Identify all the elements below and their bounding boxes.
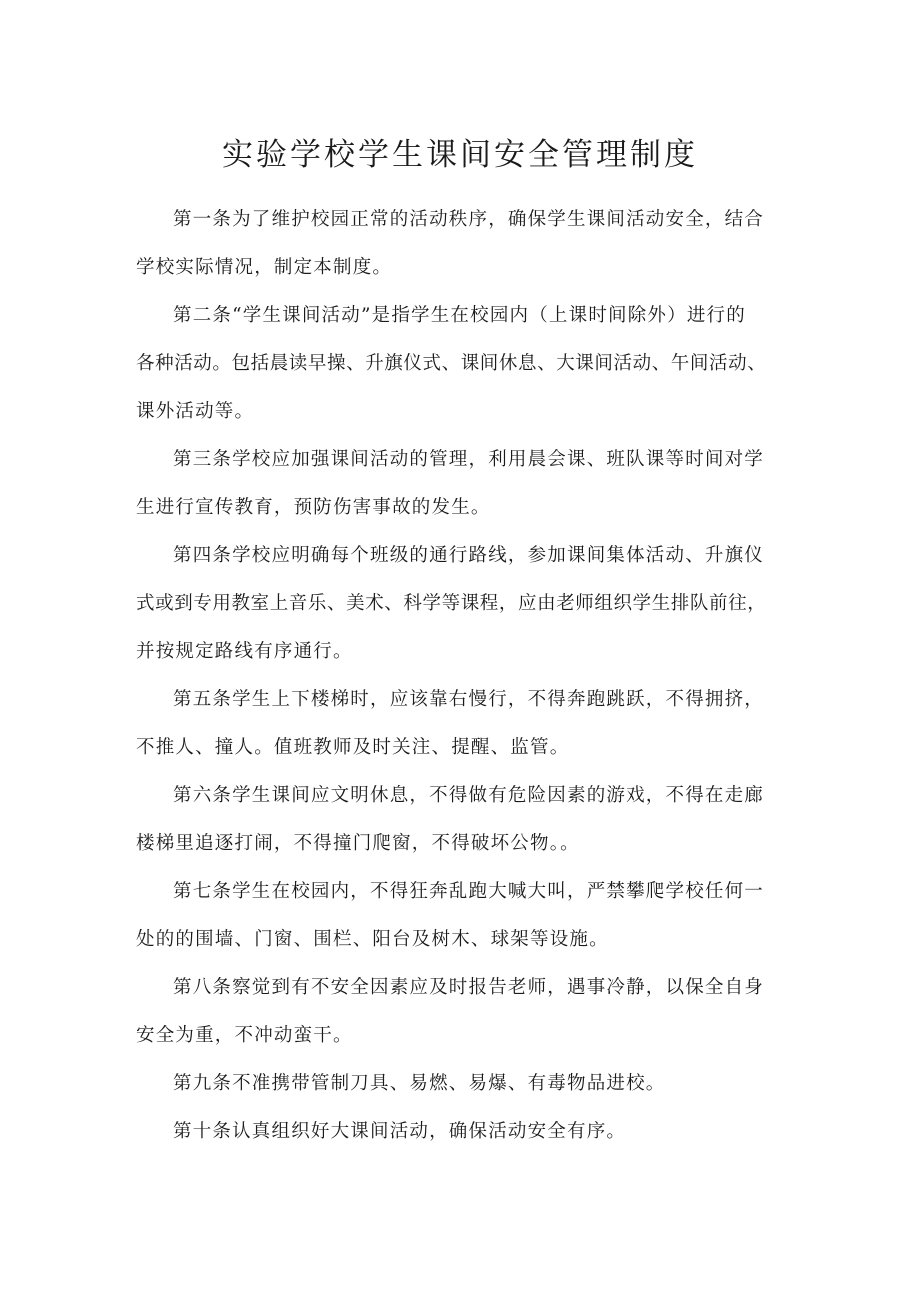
article-line: 第八条察觉到有不安全因素应及时报告老师，遇事冷静，以保全自身 xyxy=(173,977,765,998)
article-2 xyxy=(136,292,796,436)
article-line: 不推人、撞人。值班教师及时关注、提醒、监管。 xyxy=(136,737,570,758)
article-line: 处的的围墙、门窗、围栏、阳台及树木、球架等设施。 xyxy=(136,929,609,950)
article-7 xyxy=(136,868,796,964)
article-1 xyxy=(136,196,796,292)
article-line: 楼梯里追逐打闹，不得撞门爬窗，不得破坏公物。。 xyxy=(136,833,580,854)
article-5 xyxy=(136,676,796,772)
article-line: 第六条学生课间应文明休息，不得做有危险因素的游戏，不得在走廊 xyxy=(173,785,765,806)
article-line: 第十条认真组织好大课间活动，确保活动安全有序。 xyxy=(173,1121,627,1142)
article-line: 学校实际情况，制定本制度。 xyxy=(136,257,393,278)
article-8 xyxy=(136,964,796,1060)
article-line: 课外活动等。 xyxy=(136,401,255,422)
article-10 xyxy=(136,1108,796,1156)
article-4 xyxy=(136,532,796,676)
article-line: 各种活动。包括晨读早操、升旗仪式、课间休息、大课间活动、午间活动、 xyxy=(136,353,767,374)
article-line: 第四条学校应明确每个班级的通行路线，参加课间集体活动、升旗仪 xyxy=(173,545,765,566)
article-line: 第一条为了维护校园正常的活动秩序，确保学生课间活动安全，结合 xyxy=(173,209,765,230)
article-line: 第七条学生在校园内，不得狂奔乱跑大喊大叫，严禁攀爬学校任何一 xyxy=(173,881,765,902)
article-6 xyxy=(136,772,796,868)
article-9 xyxy=(136,1060,796,1108)
article-line: 式或到专用教室上音乐、美术、科学等课程，应由老师组织学生排队前往， xyxy=(136,593,767,614)
article-line: 第五条学生上下楼梯时，应该靠右慢行，不得奔跑跳跃，不得拥挤， xyxy=(173,689,765,710)
article-line: 第九条不准携带管制刀具、易燃、易爆、有毒物品进校。 xyxy=(173,1073,666,1094)
document-body xyxy=(136,196,796,1156)
article-line: 生进行宣传教育，预防伤害事故的发生。 xyxy=(136,497,491,518)
article-3 xyxy=(136,436,796,532)
article-line: 并按规定路线有序通行。 xyxy=(136,641,353,662)
article-line: 安全为重，不冲动蛮干。 xyxy=(136,1025,353,1046)
page-title: 实验学校学生课间安全管理制度 xyxy=(222,136,698,173)
article-line: 第二条“学生课间活动”是指学生在校园内（上课时间除外）进行的 xyxy=(173,305,746,326)
article-line: 第三条学校应加强课间活动的管理，利用晨会课、班队课等时间对学 xyxy=(173,449,765,470)
